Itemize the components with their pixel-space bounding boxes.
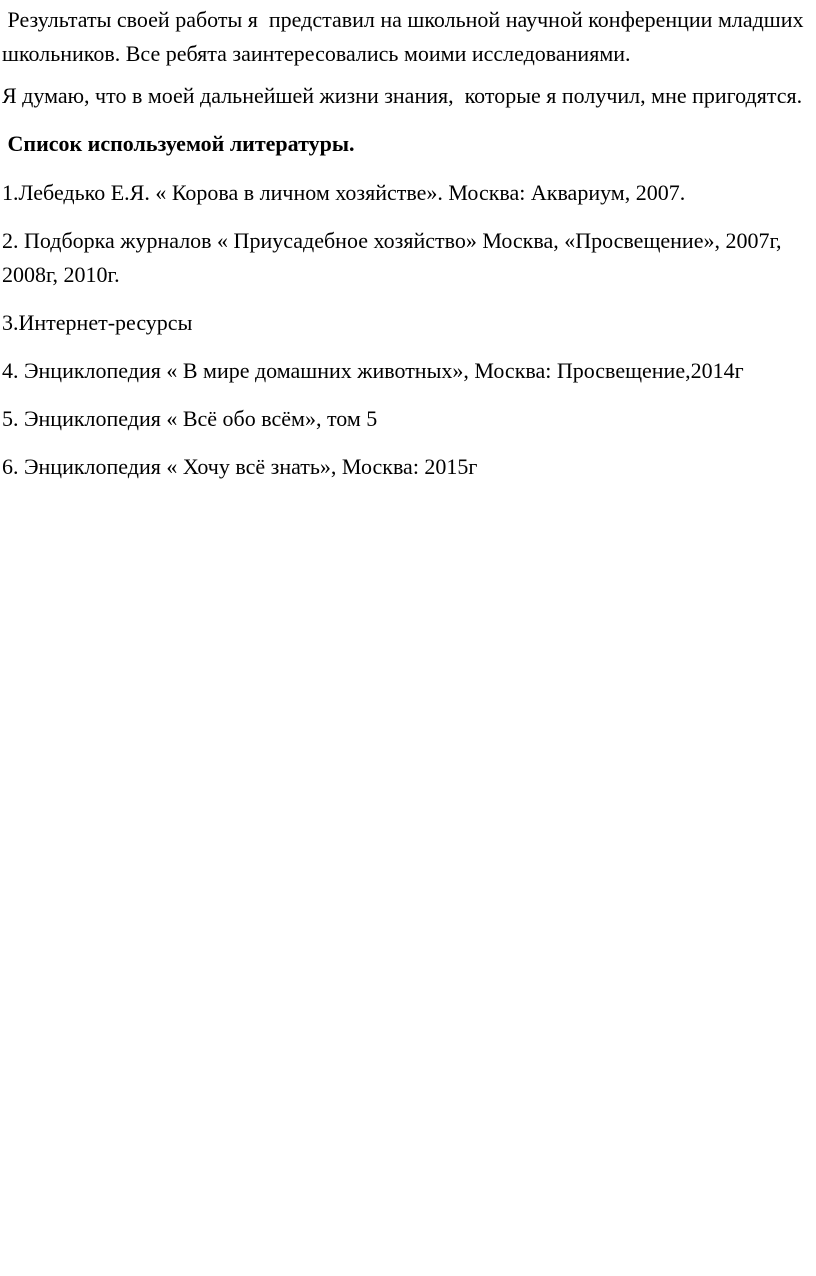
reference-item: 2. Подборка журналов « Приусадебное хозяйство» Москва, «Просвещение», 2007г, 2008г, 2010г. bbox=[2, 228, 787, 287]
reference-item: 6. Энциклопедия « Хочу всё знать», Москва: 2015г bbox=[2, 454, 478, 479]
paragraph-conclusion: Я думаю, что в моей дальнейшей жизни знания, которые я получил, мне пригодятся. bbox=[2, 83, 803, 108]
reference-item: 3.Интернет-ресурсы bbox=[2, 310, 193, 335]
reference-item: 4. Энциклопедия « В мире домашних животных», Москва: Просвещение,2014г bbox=[2, 358, 744, 383]
references-heading: Список используемой литературы. bbox=[2, 131, 355, 156]
paragraph-conference: Результаты своей работы я представил на школьной научной конференции младших школьников. Все ребята заинтересовались моими исследованиями. bbox=[2, 7, 810, 66]
reference-item: 5. Энциклопедия « Всё обо всём», том 5 bbox=[2, 406, 378, 431]
references-list bbox=[2, 176, 810, 484]
reference-item: 1.Лебедько Е.Я. « Корова в личном хозяйстве». Москва: Аквариум, 2007. bbox=[2, 180, 686, 205]
